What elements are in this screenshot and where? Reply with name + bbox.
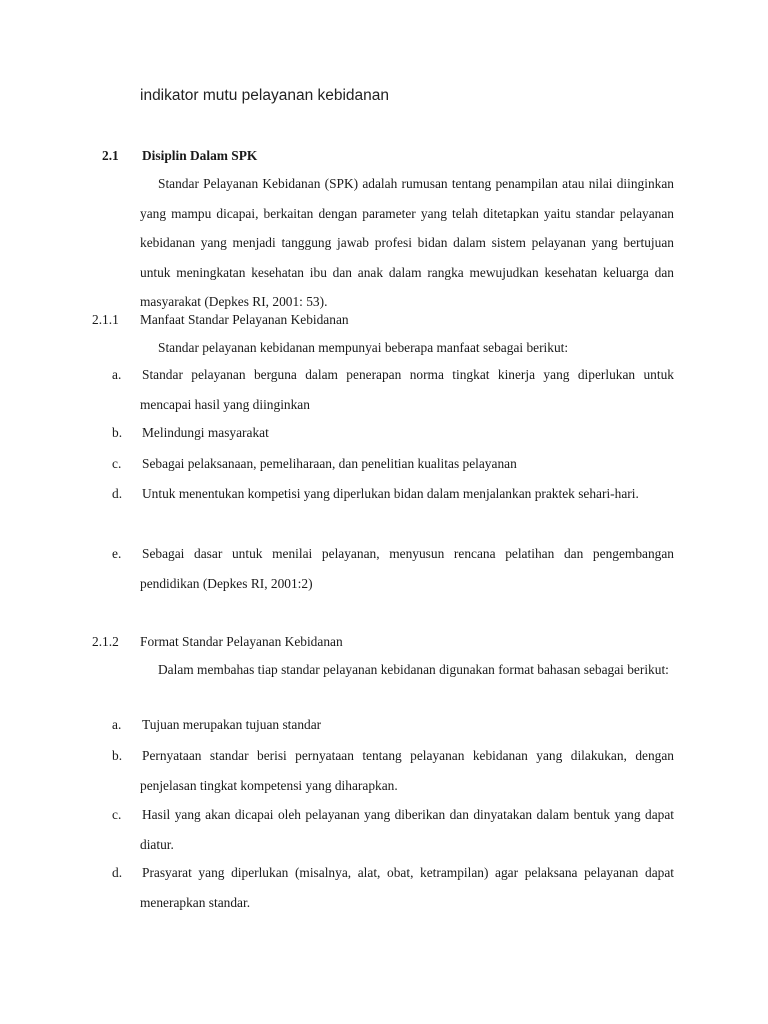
section-2-1-1-title: Manfaat Standar Pelayanan Kebidanan xyxy=(140,312,349,327)
list-item-marker: a. xyxy=(112,717,122,732)
section-2-1-title: Disiplin Dalam SPK xyxy=(142,148,258,163)
list-item-text: Standar pelayanan berguna dalam penerapan norma tingkat kinerja yang diperlukan untuk mencapai hasil yang diinginkan xyxy=(140,367,674,412)
list-item-text: Melindungi masyarakat xyxy=(142,425,269,440)
section-2-1-1-intro: Standar pelayanan kebidanan mempunyai beberapa manfaat sebagai berikut: xyxy=(158,340,569,355)
list-item-text: Tujuan merupakan tujuan standar xyxy=(142,717,322,732)
list-item-marker: e. xyxy=(112,546,122,561)
list-item-marker: b. xyxy=(112,748,123,763)
list-item-marker: c. xyxy=(112,807,122,822)
list-item-text: Pernyataan standar berisi pernyataan tentang pelayanan kebidanan yang dilakukan, dengan penjelasan tingkat kompetensi yang diharapkan. xyxy=(140,748,674,793)
section-2-1-number: 2.1 xyxy=(102,148,119,163)
section-2-1-1-number: 2.1.1 xyxy=(92,312,119,327)
page-title: indikator mutu pelayanan kebidanan xyxy=(140,87,390,104)
section-2-1-2-number: 2.1.2 xyxy=(92,634,119,649)
section-2-1-2-intro: Dalam membahas tiap standar pelayanan kebidanan digunakan format bahasan sebagai berikut: xyxy=(158,662,669,677)
list-item-text: Hasil yang akan dicapai oleh pelayanan yang diberikan dan dinyatakan dalam bentuk yang dapat diatur. xyxy=(140,807,674,852)
list-item-marker: d. xyxy=(112,865,123,880)
list-item-text: Sebagai dasar untuk menilai pelayanan, menyusun rencana pelatihan dan pengembangan pendidikan (Depkes RI, 2001:2) xyxy=(140,546,674,591)
list-item-text: Sebagai pelaksanaan, pemeliharaan, dan penelitian kualitas pelayanan xyxy=(142,456,517,471)
list-item-marker: d. xyxy=(112,486,123,501)
section-2-1-paragraph: Standar Pelayanan Kebidanan (SPK) adalah rumusan tentang penampilan atau nilai diinginkan yang mampu dicapai, berkaitan dengan parameter yang telah ditetapkan yaitu standar pelayanan kebidanan yang menjadi tanggung jawab profesi bidan dalam sistem pelayanan yang bertujuan untuk meningkatan kesehatan ibu dan anak dalam rangka mewujudkan kesehatan keluarga dan masyarakat (Depkes RI, 2001: 53). xyxy=(140,176,674,309)
list-item-text: Untuk menentukan kompetisi yang diperlukan bidan dalam menjalankan praktek sehari-hari. xyxy=(142,486,639,501)
section-2-1-2-title: Format Standar Pelayanan Kebidanan xyxy=(140,634,343,649)
list-item-text: Prasyarat yang diperlukan (misalnya, alat, obat, ketrampilan) agar pelaksana pelayanan dapat menerapkan standar. xyxy=(140,865,674,910)
list-item-marker: c. xyxy=(112,456,122,471)
list-item-marker: b. xyxy=(112,425,123,440)
list-item-marker: a. xyxy=(112,367,122,382)
